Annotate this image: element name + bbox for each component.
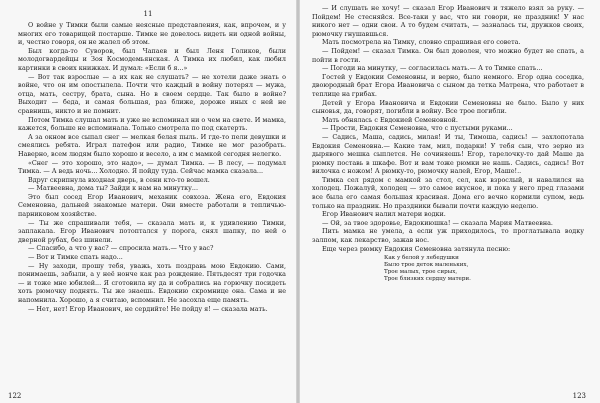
paragraph: — Прости, Евдокия Семеновна, что с пустыми руками... [322,124,513,133]
verse-line: Трое близких сердцу матери. [384,276,471,283]
right-page-text [312,4,584,283]
paragraph: Егор Иванович налил матери водки. [322,210,446,219]
paragraph: — Вот и Тимке спать надо... [28,253,123,262]
paragraph: А за окном все сыпал снег — мелкая белая пыль. И где-то пели девушки и смеялись ребята. Играл патефон или радио, Тимке не мог разобрать. Наверно, всем людям было хорошо и весело, а им с мамкой сегодня нелегко. [18,132,286,158]
verse-line: Было трое деток маленьких, [384,262,469,269]
page-number-right: 123 [572,392,586,400]
paragraph: «Снег — это хорошо, это надо», — думал Тимка. — В лесу, — подумал Тимка. — А ведь ночь... Холодно. Я пойду туда. Сейчас мамка сказала... [18,158,286,176]
paragraph: Детей у Егора Ивановича и Евдокии Семеновны не было. Было у них сыновья, да, говорят, погибли в войну. Все трое погибли. [312,98,584,116]
left-page [0,0,296,403]
paragraph: — Ну заходи, прошу тебя, уважь, хоть поздравь мою Евдокию. Сами, понимаешь, забыли, а у неё нонче как раз рождение. Пятьдесят три годочка — и тоже мне юбилей... Я сготовила ну да и собрались на горючку посидеть хоть рюмочку поднять. Ты же знаешь. Евдокию скромнице она. Сама и не напомнила. Хорошо, а я считаю, вспомнил. Не засохла еще память. [18,261,286,304]
chapter-number: 11 [143,10,153,18]
paragraph: — Нет, нет! Егор Иванович, не сердийте! Не пойду я! — сказала мать. [28,304,268,313]
verse-line: Трое малых, трое сирых, [384,269,458,276]
page-number-left: 122 [8,392,22,400]
paragraph: Был когда-то Суворов, был Чапаев и был Леня Голиков, были молодогвардейцы и Зоя Космодемьянская. А Тимка их любил, как любил картинки в своих книжках. И думал: «Если б я...» [18,46,286,72]
right-page [300,0,600,403]
paragraph: Тимка сел рядом с мамкой за стол, сел, как взрослый, и навалился на холодец. Пожалуй, холодец — это самое вкусное, и пока у него пред глазами все была его самая большая красивая. Дома его вечно кормили супом, ведь только на праздник. Но праздники бывали почти каждую неделю. [312,175,584,210]
paragraph: Мать обнялась с Евдокией Семеновной. [322,115,458,124]
paragraph: Вдруг скрипнула входная дверь, в сени кто-то вошел. [28,175,210,184]
left-page-text [18,21,286,313]
paragraph: — Матвеевна, дома ты? Зайди к нам на минутку... [28,184,198,193]
paragraph: — Пойдем! — сказал Тимка. Он был доволен, что можно будет не спать, а пойти в гости. [312,46,584,64]
paragraph: Это был сосед Егор Иванович, механик совхоза. Жена его, Евдокия Семеновна, дальней знакомые матери. Они вместе работали в тепличью-парниковом хозяйстве. [18,192,286,219]
paragraph: О войне у Тимки были самые неясные представления, как, впрочем, и у многих его товарищей постарше. Тимке не довелось видеть ни одной войны, и, честно говоря, он не жалел об этом. [18,21,286,47]
verse-line: Как у белой у лебедушки [384,255,459,262]
paragraph: — Ты же спрашивали тебя, — сказала мать и, к удивлению Тимки, заплакала. Егор Иванович потоптался у порога, снял шапку, по ней о дверной рубах, без шинели. [18,218,286,244]
paragraph: Мать посмотрела на Тимку, словно спрашивая его совета. [322,38,521,47]
paragraph: — Погоди на минутку, — согласилась мать.— А то Тимке спать... [322,64,543,73]
paragraph: Гостей у Евдокии Семеновны, и верно, было немного. Егор одна соседка, двоюродный брат Егора Ивановича с сыном да тетка Матрена, что работает в теплице на грибах. [312,72,584,98]
paragraph: — Ой, за твое здоровье, Евдокиюшка! — сказала Мария Матвеевна. [322,218,553,227]
paragraph: Потом Тимка слушал мать и уже не вспоминал ни о чем на свете. И мамка, кажется, больше не вспоминала. Только смотрела по под скатерть. [18,115,286,133]
paragraph: — И слушать не хочу! — сказал Егор Иванович и тяжело взял за руку. — Пойдем! Не стесняйся. Все-таки у вас, что ни говори, не праздник! У нас никого нет — одни свои. А то будем считать, — зазналась ты, дружков своих, рюмочку гнушавшься. [312,4,584,38]
paragraph: — Садись, Маша, садись, милая! И ты, Тимоша, садись! — захлопотала Евдокия Семеновна.— Какие там, мил, подарки! У тебя сын, что зерно из дырявого мешка сыплется. Не сочиняешь! Егор, тарелочку-то дай Маше да рюмку поставь в шкафе. Вот и вам тоже рюмки не нашь. Садись, садись! Вот вилочка с ножом! А рюмку-то, рюмочку налей, Егор, Маше!.. [312,132,584,176]
paragraph: — Вот так взрослые — а их как не слушать? — не хотели даже знать о войне, что он им опостылела. Почти что каждый в войну потерял — мужа, отца, мать, сестру, брата, сына. Но в своем сердце. Так было в войне? Выходит — беда, и самая большая, раз ближе, дороже иных с ней не сравнишь, никто и не помнит. [18,72,286,115]
paragraph: Еще через рюмку Евдокия Семеновна затянула песню: [322,244,511,253]
paragraph: — Спасибо, а что у вас? — спросила мать.— Что у вас? [28,244,214,253]
song-verse [384,255,584,283]
paragraph: Пить мамка не умела, а если уж приходилось, то проглатывала водку залпом, как лекарство, зажав нос. [312,227,584,245]
